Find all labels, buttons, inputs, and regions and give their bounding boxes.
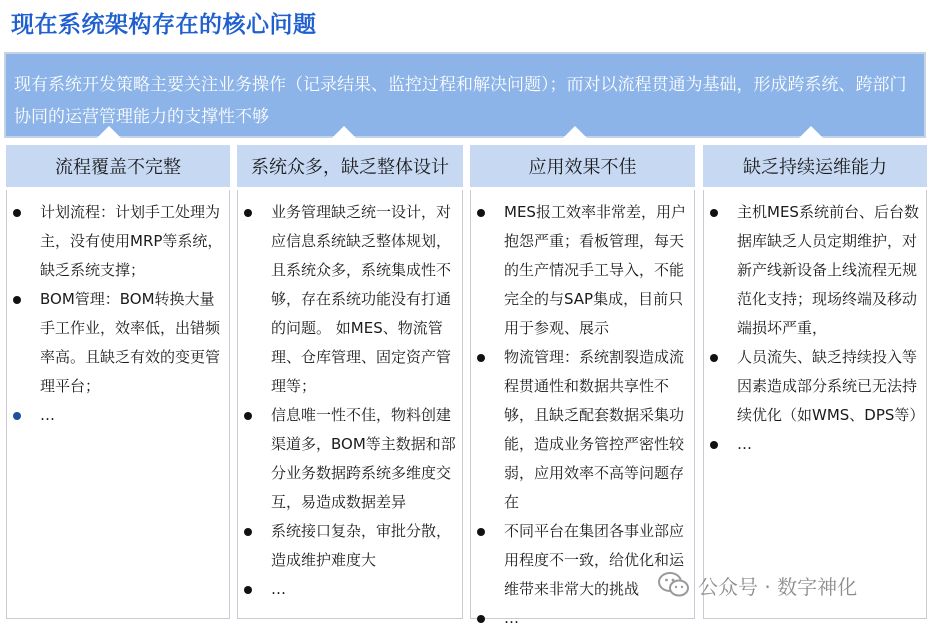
list-item xyxy=(7,401,229,430)
banner-notch xyxy=(97,126,121,138)
bullet-icon xyxy=(13,209,21,217)
column-header-process-coverage: 流程覆盖不完整 xyxy=(6,145,230,187)
bullet-icon xyxy=(13,412,21,420)
list-item xyxy=(7,198,229,285)
list-item-text: 系统接口复杂，审批分散，造成维护难度大 xyxy=(271,522,452,569)
bullet-icon xyxy=(477,354,485,362)
list-item-text: BOM管理：BOM转换大量手工作业，效率低，出错频率高。且缺乏有效的变更管理平台； xyxy=(40,290,221,395)
list-item xyxy=(238,198,462,401)
list-item xyxy=(704,343,926,430)
list-item-text: 业务管理缺乏统一设计，对应信息系统缺乏整体规划，且系统众多，系统集成性不够，存在系统功能没有打通的问题。 如MES、物流管理、仓库管理、固定资产管理等； xyxy=(271,203,452,395)
column-body-application-effect xyxy=(470,190,695,627)
column-body-process-coverage xyxy=(6,190,230,619)
column-header-maintenance: 缺乏持续运维能力 xyxy=(703,145,927,187)
bullet-icon xyxy=(477,528,485,536)
column-header-system-design: 系统众多，缺乏整体设计 xyxy=(237,145,463,187)
watermark-text: 公众号 · 数字神化 xyxy=(698,574,858,599)
list-item xyxy=(238,575,462,604)
list-item-text: MES报工效率非常差，用户抱怨严重；看板管理，每天的生产情况手工导入，不能完全的与SAP集成，目前只用于参观、展示 xyxy=(504,203,686,337)
list-item-text: 信息唯一性不佳，物料创建渠道多，BOM等主数据和部分业务数据跨系统多维度交互，易造成数据差异 xyxy=(271,406,456,511)
list-item xyxy=(238,517,462,575)
bullet-icon xyxy=(244,586,252,594)
bullet-icon xyxy=(477,615,485,623)
list-item-text: 人员流失、缺乏持续投入等因素造成部分系统已无法持续优化（如WMS、DPS等） xyxy=(737,348,925,424)
list-item xyxy=(471,198,694,343)
bullet-icon xyxy=(477,209,485,217)
summary-banner xyxy=(4,52,926,138)
bullet-list xyxy=(704,198,926,459)
list-item-text: 物流管理：系统割裂造成流程贯通性和数据共享性不够，且缺乏配套数据采集功能，造成业务管控严密性较弱，应用效率不高等问题存在 xyxy=(504,348,685,511)
list-item-text: 计划流程：计划手工处理为主，没有使用MRP等系统，缺乏系统支撑； xyxy=(40,203,223,279)
list-item xyxy=(238,401,462,517)
bullet-icon xyxy=(710,354,718,362)
list-item-text: … xyxy=(504,609,519,627)
bullet-icon xyxy=(244,528,252,536)
list-item xyxy=(471,604,694,633)
list-item xyxy=(471,343,694,517)
bullet-list xyxy=(7,198,229,430)
banner-notch xyxy=(799,126,823,138)
bullet-icon xyxy=(244,209,252,217)
list-item-text: … xyxy=(737,435,752,453)
column-body-system-design xyxy=(237,190,463,619)
wechat-icon xyxy=(658,572,690,598)
bullet-list xyxy=(238,198,462,604)
list-item-text: … xyxy=(271,580,286,598)
bullet-icon xyxy=(13,296,21,304)
bullet-icon xyxy=(710,441,718,449)
banner-notch xyxy=(563,126,587,138)
list-item-text: … xyxy=(40,406,55,424)
list-item xyxy=(704,430,926,459)
list-item-text: 不同平台在集团各事业部应用程度不一致，给优化和运维带来非常大的挑战 xyxy=(504,522,685,598)
list-item xyxy=(704,198,926,343)
bullet-icon xyxy=(710,209,718,217)
summary-text: 现有系统开发策略主要关注业务操作（记录结果、监控过程和解决问题）；而对以流程贯通为基础，形成跨系统、跨部门协同的运营管理能力的支撑性不够 xyxy=(14,75,907,127)
column-body-maintenance xyxy=(703,190,927,619)
watermark xyxy=(658,568,857,602)
bullet-icon xyxy=(244,412,252,420)
list-item xyxy=(7,285,229,401)
list-item-text: 主机MES系统前台、后台数据库缺乏人员定期维护，对新产线新设备上线流程无规范化支持；现场终端及移动端损坏严重， xyxy=(737,203,919,337)
page-title: 现在系统架构存在的核心问题 xyxy=(11,12,317,38)
banner-notch xyxy=(332,126,356,138)
column-header-application-effect: 应用效果不佳 xyxy=(470,145,695,187)
